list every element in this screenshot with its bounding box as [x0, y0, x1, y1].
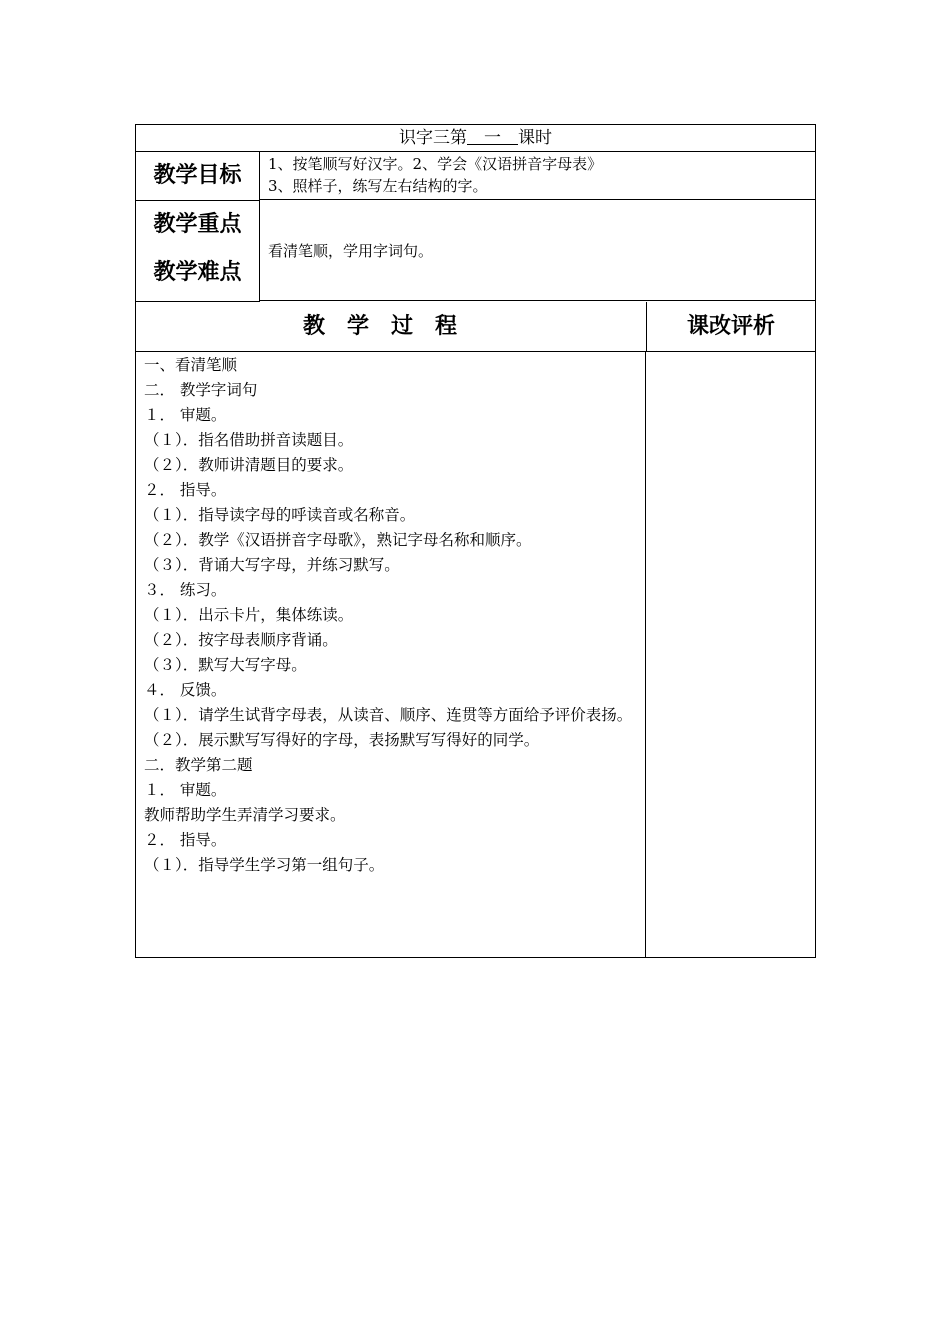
process-line: （１）．指名借助拼音读题目。: [144, 431, 354, 449]
lesson-title: [136, 125, 815, 152]
goals-content: [260, 152, 815, 200]
process-body: [136, 352, 646, 957]
lesson-plan-table: [135, 124, 816, 958]
title-suffix: 课时: [518, 128, 552, 148]
goal-line: 1、按笔顺写好汉字。2、学会《汉语拼音字母表》: [268, 155, 603, 173]
review-body: [647, 352, 815, 957]
goal-line: 3、照样子，练写左右结构的字。: [268, 177, 488, 195]
title-prefix: 识字三第: [399, 128, 467, 148]
process-line: （２）．按字母表顺序背诵。: [144, 631, 338, 649]
process-line: 二． 教学字词句: [144, 381, 258, 399]
process-line: （２）．教学《汉语拼音字母歌》，熟记字母名称和顺序。: [144, 531, 532, 549]
key-points-label-cell: [136, 201, 260, 302]
goals-label: 教学目标: [136, 152, 260, 201]
process-line: （１）．请学生试背字母表，从读音、顺序、连贯等方面给予评价表扬。: [144, 706, 633, 724]
process-line: （３）．默写大写字母。: [144, 656, 307, 674]
process-line: ３． 练习。: [144, 581, 227, 599]
process-line: （２）．教师讲清题目的要求。: [144, 456, 354, 474]
process-line: ４． 反馈。: [144, 681, 227, 699]
process-line: １． 审题。: [144, 406, 227, 424]
process-line: 教师帮助学生弄清学习要求。: [144, 806, 346, 824]
process-line: １． 审题。: [144, 781, 227, 799]
process-line: 一、看清笔顺: [144, 356, 238, 374]
process-line: （３）．背诵大写字母，并练习默写。: [144, 556, 400, 574]
review-header: 课改评析: [647, 302, 815, 352]
process-line: （１）．指导读字母的呼读音或名称音。: [144, 506, 416, 524]
key-points-label: 教学重点: [153, 212, 242, 237]
title-lesson-number: 一: [467, 128, 518, 148]
process-line: （１）．指导学生学习第一组句子。: [144, 856, 385, 874]
process-line: 二．教学第二题: [144, 756, 253, 774]
process-line: ２． 指导。: [144, 831, 227, 849]
process-line: （１）．出示卡片，集体练读。: [144, 606, 354, 624]
key-points-content: 看清笔顺，学用字词句。: [260, 201, 815, 301]
difficult-points-label: 教学难点: [153, 260, 242, 285]
process-line: （２）．展示默写写得好的字母，表扬默写写得好的同学。: [144, 731, 540, 749]
process-line: ２． 指导。: [144, 481, 227, 499]
process-header: 教学过程: [136, 302, 647, 352]
